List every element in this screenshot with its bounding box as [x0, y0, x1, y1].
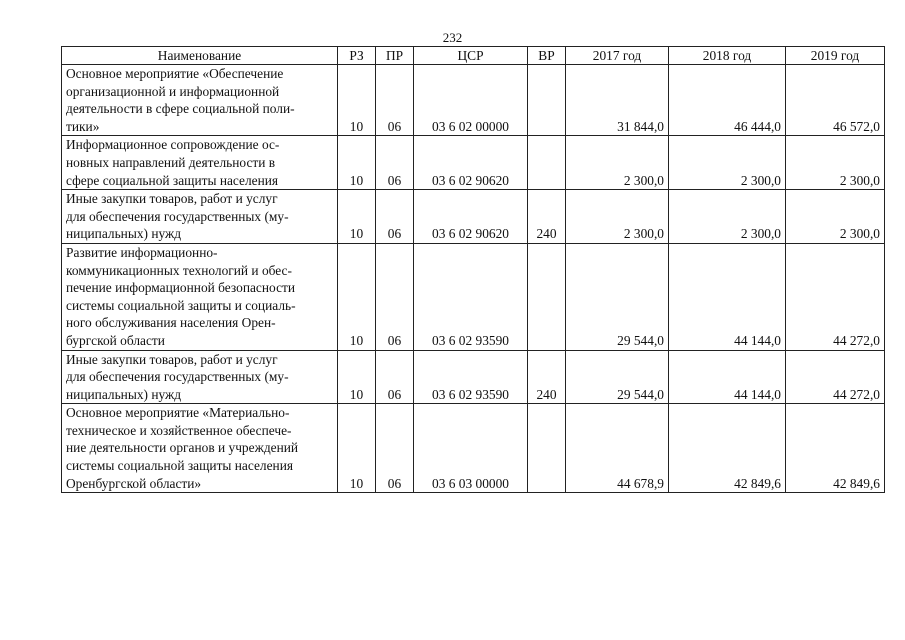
- cell-name: [62, 404, 338, 493]
- name-line: Оренбургской области»: [66, 475, 202, 491]
- header-rz: РЗ: [338, 47, 376, 65]
- table-row: [62, 350, 885, 404]
- cell-pr: 06: [376, 190, 414, 244]
- cell-csr: 03 6 03 00000: [414, 404, 528, 493]
- cell-rz: 10: [338, 350, 376, 404]
- cell-2018: 42 849,6: [669, 404, 786, 493]
- header-pr: ПР: [376, 47, 414, 65]
- name-line: Иные закупки товаров, работ и услуг: [66, 351, 278, 367]
- cell-name: [62, 243, 338, 350]
- cell-vr: [528, 65, 566, 136]
- name-line: Информационное сопровождение ос-: [66, 137, 280, 153]
- name-line: ного обслуживания населения Орен-: [66, 315, 276, 331]
- cell-rz: 10: [338, 65, 376, 136]
- name-line: организационной и информационной: [66, 83, 280, 99]
- name-line: Основное мероприятие «Обеспечение: [66, 66, 284, 81]
- cell-2019: 44 272,0: [786, 350, 885, 404]
- cell-2017: 29 544,0: [566, 243, 669, 350]
- cell-pr: 06: [376, 350, 414, 404]
- table-row: [62, 65, 885, 136]
- header-2019: 2019 год: [786, 47, 885, 65]
- cell-vr: [528, 136, 566, 190]
- table-row: [62, 404, 885, 493]
- cell-csr: 03 6 02 93590: [414, 350, 528, 404]
- cell-pr: 06: [376, 243, 414, 350]
- name-line: бургской области: [66, 332, 165, 348]
- cell-2019: 42 849,6: [786, 404, 885, 493]
- cell-2019: 2 300,0: [786, 136, 885, 190]
- cell-2019: 2 300,0: [786, 190, 885, 244]
- cell-2017: 2 300,0: [566, 136, 669, 190]
- budget-table: [61, 46, 885, 493]
- cell-2017: 31 844,0: [566, 65, 669, 136]
- cell-2019: 44 272,0: [786, 243, 885, 350]
- table-body: [62, 65, 885, 493]
- name-line: для обеспечения государственных (му-: [66, 208, 289, 224]
- cell-pr: 06: [376, 136, 414, 190]
- cell-name: [62, 350, 338, 404]
- name-line: системы социальной защиты населения: [66, 458, 294, 474]
- cell-csr: 03 6 02 90620: [414, 190, 528, 244]
- header-2018: 2018 год: [669, 47, 786, 65]
- header-name: Наименование: [62, 47, 338, 65]
- cell-vr: 240: [528, 190, 566, 244]
- name-line: для обеспечения государственных (му-: [66, 369, 289, 385]
- cell-2018: 44 144,0: [669, 350, 786, 404]
- name-line: Основное мероприятие «Материально-: [66, 405, 290, 421]
- name-line: печение информационной безопасности: [66, 280, 296, 296]
- page-number: 232: [442, 30, 463, 45]
- name-line: деятельности в сфере социальной поли-: [66, 101, 295, 117]
- header-2017: 2017 год: [566, 47, 669, 65]
- table-row: [62, 190, 885, 244]
- name-line: Развитие информационно-: [66, 244, 218, 260]
- cell-2017: 29 544,0: [566, 350, 669, 404]
- cell-name: [62, 190, 338, 244]
- cell-pr: 06: [376, 404, 414, 493]
- name-line: ниципальных) нужд: [66, 386, 182, 402]
- cell-csr: 03 6 02 00000: [414, 65, 528, 136]
- cell-vr: [528, 243, 566, 350]
- name-line: ниципальных) нужд: [66, 226, 182, 242]
- cell-2017: 44 678,9: [566, 404, 669, 493]
- table-header-row: [62, 47, 885, 65]
- cell-rz: 10: [338, 243, 376, 350]
- cell-name: [62, 65, 338, 136]
- cell-2018: 2 300,0: [669, 190, 786, 244]
- cell-csr: 03 6 02 90620: [414, 136, 528, 190]
- cell-rz: 10: [338, 190, 376, 244]
- cell-name: [62, 136, 338, 190]
- cell-2019: 46 572,0: [786, 65, 885, 136]
- cell-rz: 10: [338, 136, 376, 190]
- table-row: [62, 136, 885, 190]
- cell-csr: 03 6 02 93590: [414, 243, 528, 350]
- cell-rz: 10: [338, 404, 376, 493]
- name-line: коммуникационных технологий и обес-: [66, 262, 292, 278]
- cell-vr: 240: [528, 350, 566, 404]
- cell-2017: 2 300,0: [566, 190, 669, 244]
- name-line: новных направлений деятельности в: [66, 154, 276, 170]
- name-line: Иные закупки товаров, работ и услуг: [66, 191, 278, 207]
- name-line: тики»: [66, 118, 100, 134]
- header-vr: ВР: [528, 47, 566, 65]
- header-csr: ЦСР: [414, 47, 528, 65]
- table-row: [62, 243, 885, 350]
- name-line: сфере социальной защиты населения: [66, 172, 279, 188]
- cell-pr: 06: [376, 65, 414, 136]
- name-line: системы социальной защиты и социаль-: [66, 297, 296, 313]
- cell-2018: 2 300,0: [669, 136, 786, 190]
- name-line: техническое и хозяйственное обеспече-: [66, 422, 292, 438]
- cell-vr: [528, 404, 566, 493]
- name-line: ние деятельности органов и учреждений: [66, 440, 299, 456]
- cell-2018: 46 444,0: [669, 65, 786, 136]
- cell-2018: 44 144,0: [669, 243, 786, 350]
